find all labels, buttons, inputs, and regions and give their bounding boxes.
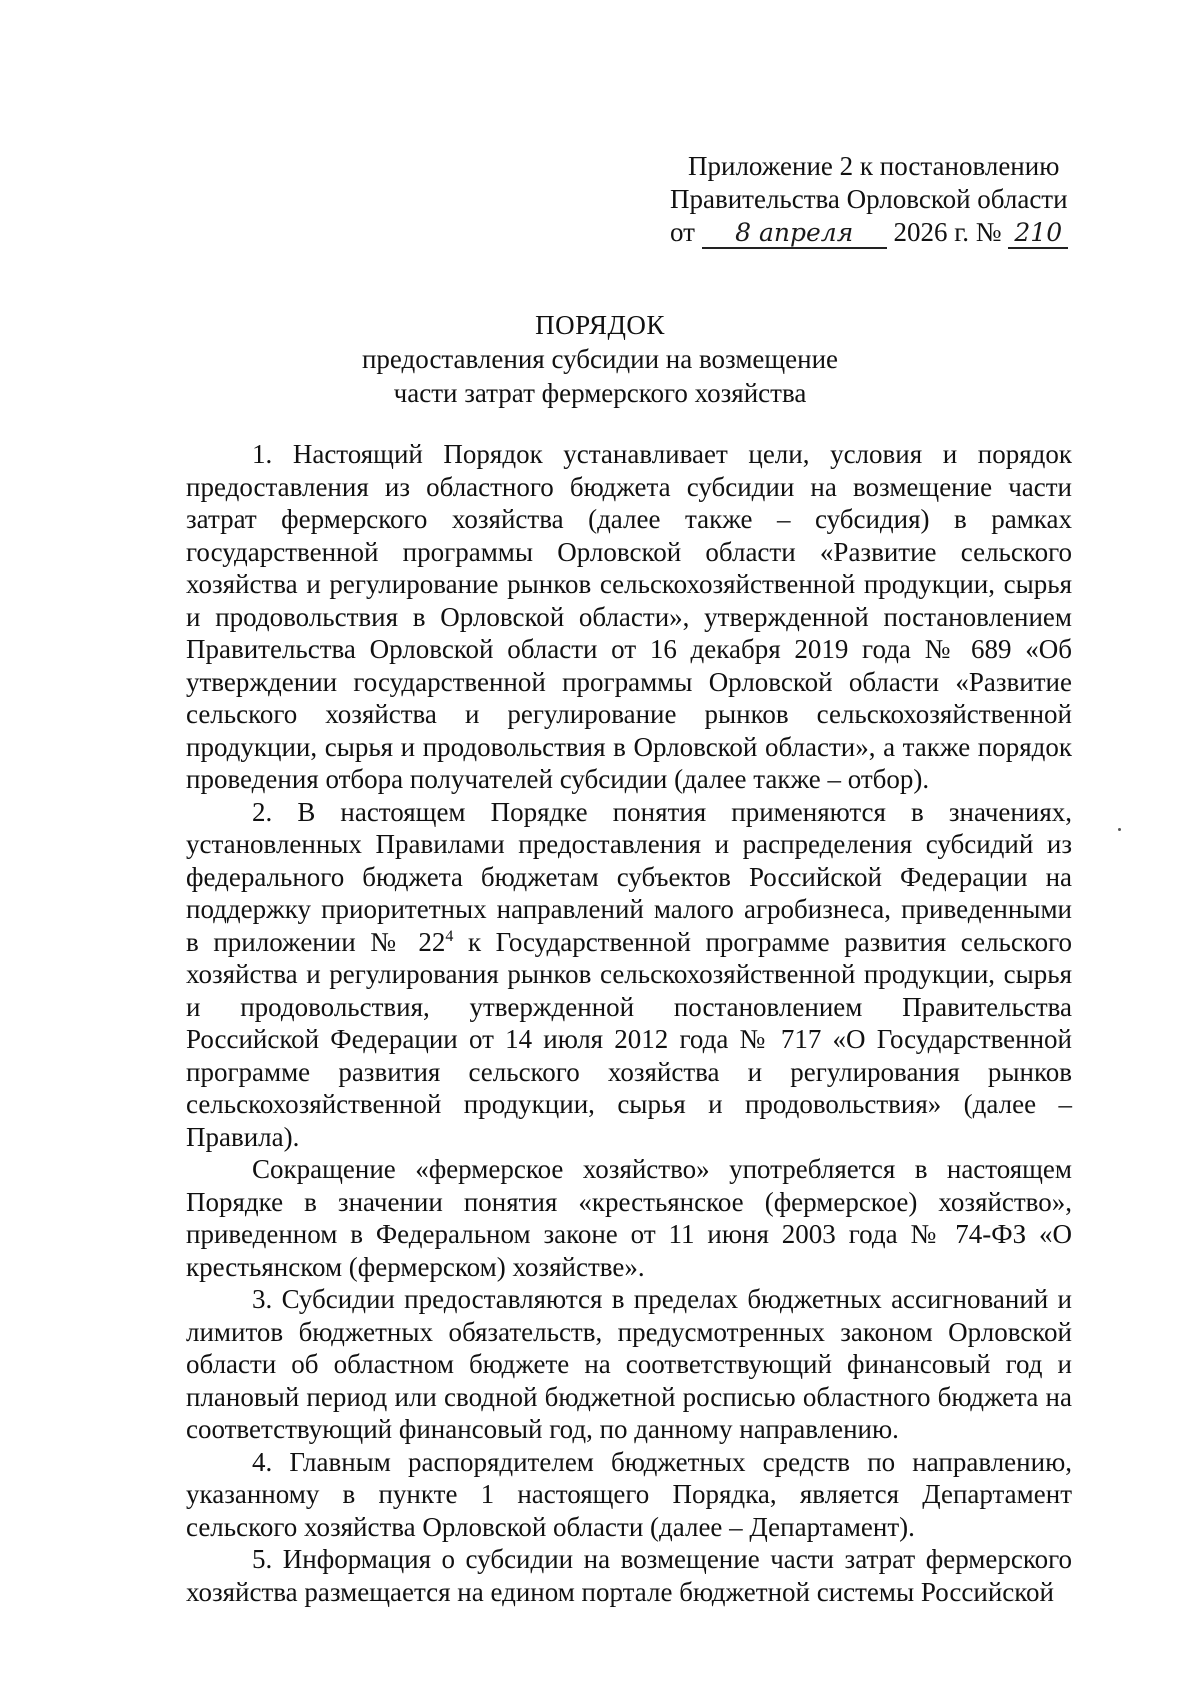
handwritten-date: 8 апреля [702,219,887,249]
document-body [186,438,1072,1608]
paragraph-5: 5. Информация о субсидии на возмещение части затрат фермерского хозяйства размещается на едином портале бюджетной системы Российской [186,1544,1072,1607]
paragraph-4: 4. Главным распорядителем бюджетных средств по направлению, указанному в пункте 1 настоящего Порядка, является Департамент сельского хозяйства Орловской области (далее – Департамент). [186,1446,1072,1542]
date-prefix: от [670,217,695,247]
title-subtitle-1: предоставления субсидии на возмещение [361,344,839,374]
superscript: 4 [445,927,454,945]
annex-date-line [670,216,1090,249]
paragraph-1: 1. Настоящий Порядок устанавливает цели, условия и порядок предоставления из областного бюджета субсидии на возмещение части затрат фермерского хозяйства (далее также – субсидия) в рамках государственной программы Орловской области «Развитие сельского хозяйства и регулирование рынков сельскохозяйственной продукции, сырья и продовольствия в Орловской области», утвержденной постановлением Правительства Орловской области от 16 декабря 2019 года № 689 «Об утверждении государственной программы Орловской области «Развитие сельского хозяйства и регулирование рынков сельскохозяйственной продукции, сырья и продовольствия в Орловской области», а также порядок проведения отбора получателей субсидии (далее также – отбор). [186,439,1072,794]
title-main: ПОРЯДОК [535,310,665,340]
year-text: 2026 г. № [893,217,1002,247]
paragraph-2-part-2: к Государственной программе развития сельского хозяйства и регулирования рынков сельскохозяйственной продукции, сырья и продовольствия, утвержденной постановлением Правительства Российской Федерации от 14 июля 2012 года № 717 «О Государственной программе развития сельского хозяйства и регулирования рынков сельскохозяйственной продукции, сырья и продовольствия» (далее – Правила). [186,926,1072,1152]
handwritten-number: 210 [1008,219,1068,249]
document-title [0,308,1200,410]
paragraph-2 [186,796,1072,1154]
paragraph-2-abbreviation: Сокращение «фермерское хозяйство» употребляется в настоящем Порядке в значении понятия «крестьянское (фермерское) хозяйство», приведенном в Федеральном законе от 11 июня 2003 года № 74-ФЗ «О крестьянском (фермерском) хозяйстве». [186,1154,1072,1282]
annex-line-1: Приложение 2 к постановлению [688,151,1060,181]
title-subtitle-2: части затрат фермерского хозяйства [393,378,807,408]
annex-header [670,150,1090,249]
paragraph-2-part-1: 2. В настоящем Порядке понятия применяются в значениях, установленных Правилами предоставления и распределения субсидий из федерального бюджета бюджетам субъектов Российской Федерации на поддержку приоритетных направлений малого агробизнеса, приведенными в приложении № 22 [186,796,1072,957]
paragraph-3: 3. Субсидии предоставляются в пределах бюджетных ассигнований и лимитов бюджетных обязательств, предусмотренных законом Орловской области об областном бюджете на соответствующий финансовый год и плановый период или сводной бюджетной росписью областного бюджета на соответствующий финансовый год, по данному направлению. [186,1284,1072,1444]
annex-line-2: Правительства Орловской области [670,184,1068,214]
scan-speck [1118,828,1121,831]
